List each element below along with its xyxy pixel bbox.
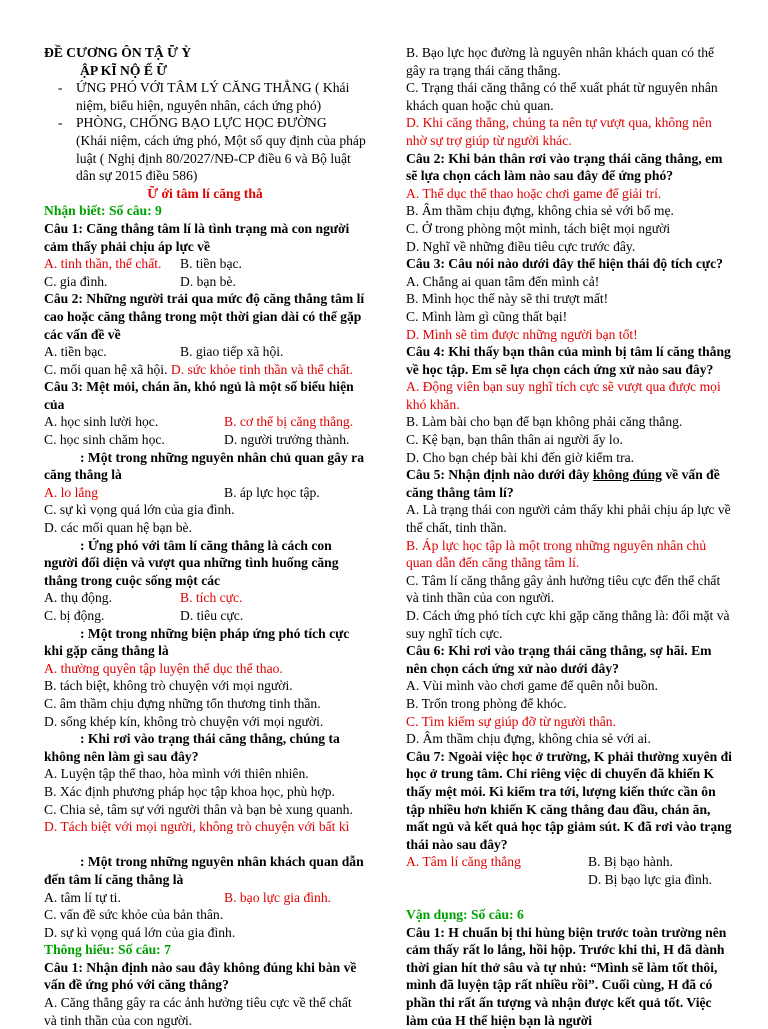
option-b: B. giao tiếp xã hội.: [180, 344, 284, 360]
option-d: D. người trưởng thành.: [224, 432, 350, 448]
option-c: C. sự kì vọng quá lớn của gia đình.: [44, 502, 235, 518]
option-a: A. Căng thẳng gây ra các ảnh hưởng tiêu cực về thể chất và tinh thần của con người.: [44, 995, 352, 1028]
option-a: A. Động viên bạn suy nghĩ tích cực sẽ vượt qua được mọi khó khăn.: [406, 379, 721, 412]
option-b: B. Làm bài cho bạn để bạn không phải căng thẳng.: [406, 414, 683, 430]
option-d: D. Tách biệt với mọi người, không trò chuyện với bất kì: [44, 819, 350, 835]
option-d: D. Âm thầm chịu đựng, không chia sẻ với ai.: [406, 731, 651, 747]
thong-hieu-heading: Thông hiểu: Số câu: 7: [44, 942, 171, 958]
question-text: : Khi rơi vào trạng thái căng thẳng, chúng ta không nên làm gì sau đây?: [44, 731, 340, 764]
option-a: A. Tâm lí căng thẳng: [406, 854, 521, 870]
question-text: [406, 466, 732, 501]
option-a: A. Thể dục thể thao hoặc chơi game để giải trí.: [406, 185, 662, 201]
question-text: Câu 1: H chuẩn bị thi hùng biện trước toàn trường nên cảm thấy rất lo lắng, hồi hộp. Trước khi thi, H đã dành thời gian hít thở sâu và tự nhủ: “Mình sẽ làm tốt thôi, mình đã luyện tập rất nhiều rồi”. Cuối cùng, H đã có phần thi rất ấn tượng và nhận được kết quả tốt. Việc làm của H thể hiện bạn là người: [406, 924, 727, 1028]
option-b: B. Mình học thế này sẽ thi trượt mất!: [406, 291, 609, 307]
option-a: A. tâm lí tự ti.: [44, 889, 121, 905]
option-c: C. vấn đề sức khỏe của bản thân.: [44, 907, 224, 923]
question-text: : Ứng phó với tâm lí căng thẳng là cách con người đối diện và vượt qua những tình huống căng thẳng trong cuộc sống một các: [44, 537, 339, 588]
options-row: [44, 431, 366, 449]
question-text: Câu 2: Khi bản thân rơi vào trạng thái căng thẳng, em sẽ lựa chọn cách làm nào sau đây để ứng phó?: [406, 150, 723, 184]
option-d: D. Khi căng thẳng, chúng ta nên tự vượt qua, không nên nhờ sự trợ giúp từ người khác.: [406, 115, 712, 148]
question-text-part: về vấn đề căng thẳng tâm lí?: [406, 467, 720, 500]
option-b: B. Bạo lực học đường là nguyên nhân khách quan có thể gây ra trạng thái căng thẳng.: [406, 45, 715, 78]
option-c: C. âm thầm chịu đựng những tổn thương tinh thần.: [44, 695, 321, 711]
option-a: A. Vùi mình vào chơi game để quên nỗi buồn.: [406, 678, 658, 694]
option-d: D. Bị bạo lực gia đình.: [588, 871, 713, 887]
option-d: D. các mối quan hệ bạn bè.: [44, 520, 192, 536]
left-column: [44, 44, 366, 1029]
question-text: Câu 1: Căng thẳng tâm lí là tình trạng mà con người cảm thấy phải chịu áp lực về: [44, 220, 350, 254]
question-text: : Một trong những biện pháp ứng phó tích cực khi gặp căng thẳng là: [44, 625, 350, 659]
option-a: A. Chẳng ai quan tâm đến mình cả!: [406, 273, 600, 289]
option-c: C. mối quan hệ xã hội.: [44, 361, 168, 377]
option-b: B. Áp lực học tập là một trong những nguyên nhân chủ quan dẫn đến căng thẳng tâm lí.: [406, 537, 707, 571]
question-text: Câu 6: Khi rơi vào trạng thái căng thẳng, sợ hãi. Em nên chọn cách ứng xử nào dưới đây?: [406, 643, 712, 676]
right-column: [406, 44, 732, 1029]
question-text-underlined: không đúng: [592, 467, 662, 483]
option-a: A. học sinh lười học.: [44, 414, 159, 430]
doc-title-line1: ĐỀ CƯƠNG ÔN TẬ Ữ Ỳ: [44, 45, 192, 60]
doc-title-line2: ẬP KĨ NỘ Ế Ữ: [80, 62, 168, 78]
option-d: D. Mình sẽ tìm được những người bạn tốt!: [406, 326, 638, 342]
option-d: D. sức khỏe tinh thần và thể chất.: [170, 361, 354, 377]
option-a: A. thụ động.: [44, 590, 112, 606]
option-d: D. sự kì vọng quá lớn của gia đình.: [44, 924, 236, 940]
topic-bullet-2: [44, 114, 366, 132]
option-c: C. Trạng thái căng thẳng có thể xuất phát từ nguyên nhân khách quan hoặc chủ quan.: [406, 80, 718, 113]
option-b: B. Âm thầm chịu đựng, không chia sẻ với bố mẹ.: [406, 203, 674, 219]
options-row: [44, 484, 366, 502]
option-d: D. Cho bạn chép bài khi đến giờ kiểm tra.: [406, 449, 635, 465]
option-b: B. Bị bạo hành.: [588, 854, 673, 870]
option-c: C. Tìm kiếm sự giúp đỡ từ người thân.: [406, 713, 616, 729]
options-row: [44, 361, 366, 379]
topic-bullet-1: [44, 79, 366, 114]
option-c: C. gia đình.: [44, 273, 108, 289]
question-text: Câu 2: Những người trải qua mức độ căng thẳng tâm lí cao hoặc căng thẳng trong một thời gian dài có thể gặp các vấn đề về: [44, 291, 365, 342]
section-title: Ữ ới tâm lí căng thẳ: [147, 185, 263, 201]
question-text: Câu 3: Câu nói nào dưới đây thể hiện thái độ tích cực?: [406, 256, 723, 272]
option-a: A. thường quyên tập luyện thể dục thể thao.: [44, 660, 283, 676]
option-b: B. Trốn trong phòng để khóc.: [406, 695, 567, 711]
option-d: D. Nghĩ về những điều tiêu cực trước đây.: [406, 238, 636, 254]
option-a: A. tiền bạc.: [44, 344, 107, 360]
option-b: B. Xác định phương pháp học tập khoa học, phù hợp.: [44, 783, 335, 799]
option-c: C. Mình làm gì cũng thất bại!: [406, 308, 568, 324]
option-b: B. tiền bạc.: [180, 256, 242, 272]
options-row: [44, 343, 366, 361]
question-text: : Một trong những nguyên nhân chủ quan gây ra căng thẳng là: [44, 449, 365, 483]
van-dung-heading: Vận dụng: Số câu: 6: [406, 907, 524, 923]
option-d: D. tiêu cực.: [180, 608, 244, 623]
option-b: B. tích cực.: [180, 590, 243, 606]
topic-bullet-1-text: ỨNG PHÓ VỚI TÂM LÝ CĂNG THẲNG ( Khái niệm, biểu hiện, nguyên nhân, cách ứng phó): [76, 80, 350, 113]
option-b: B. bạo lực gia đình.: [224, 889, 332, 905]
option-c: C. Chia sẻ, tâm sự với người thân và bạn bè xung quanh.: [44, 801, 353, 817]
option-a: A. Luyện tập thể thao, hòa mình với thiên nhiên.: [44, 766, 309, 782]
options-row: [44, 589, 366, 607]
topic-bullet-2-body: (Khái niệm, cách ứng phó, Một số quy định của pháp luật ( Nghị định 80/2027/NĐ-CP điều 6 và Bộ luật dân sự 2015 điều 586): [76, 132, 366, 184]
option-c: C. Kệ bạn, bạn thân thân ai người ấy lo.: [406, 432, 623, 448]
option-c: C. Tâm lí căng thẳng gây ảnh hưởng tiêu cực đến thể chất và tinh thần của con người.: [406, 572, 721, 606]
options-row: [44, 273, 366, 291]
option-a: A. Là trạng thái con người cảm thấy khi phải chịu áp lực về thể chất, tinh thần.: [406, 502, 731, 536]
question-text-part: Câu 5: Nhận định nào dưới đây: [406, 467, 593, 483]
option-c: C. học sinh chăm học.: [44, 432, 165, 448]
option-d: D. Cách ứng phó tích cực khi gặp căng thẳng là: đối mặt và suy nghĩ tích cực.: [406, 608, 730, 641]
question-text: Câu 1: Nhận định nào sau đây không đúng khi bàn về vấn đề ứng phó với căng thẳng?: [44, 959, 357, 993]
options-row: [406, 853, 732, 871]
nhan-biet-heading: Nhận biết: Số câu: 9: [44, 203, 162, 219]
option-c: C. bị động.: [44, 608, 105, 623]
options-row: [44, 607, 366, 625]
option-c-blank: [406, 871, 588, 889]
question-text: Câu 7: Ngoài việc học ở trường, K phải thường xuyên đi học ở trung tâm. Chỉ riêng việc di chuyển đã khiến K thấy mệt mỏi. Kì kiểm tra tới, lượng kiến thức cần ôn tập nhiều hơn khiến K căng thẳng đau đầu, chán ăn, mất ngủ và kết quả học tập giảm sút. K đã rơi vào trạng thái nào sau đây?: [406, 748, 732, 852]
dash-marker: -: [58, 115, 63, 131]
options-row: [406, 871, 732, 889]
option-a: A. tinh thần, thể chất.: [44, 256, 162, 272]
topic-bullet-2-title: PHÒNG, CHỐNG BẠO LỰC HỌC ĐƯỜNG: [76, 115, 327, 131]
question-text: Câu 3: Mệt mỏi, chán ăn, khó ngủ là một số biểu hiện của: [44, 379, 354, 412]
option-c: C. Ở trong phòng một mình, tách biệt mọi người: [406, 220, 671, 236]
dash-marker: -: [58, 80, 63, 96]
question-text: : Một trong những nguyên nhân khách quan dẫn đến tâm lí căng thẳng là: [44, 854, 364, 887]
question-text: Câu 4: Khi thấy bạn thân của mình bị tâm lí căng thẳng về học tập. Em sẽ lựa chọn cách ứng xử nào sau đây?: [406, 344, 731, 377]
option-d: D. bạn bè.: [180, 273, 236, 289]
options-row: [44, 255, 366, 273]
option-b: B. tách biệt, không trò chuyện với mọi người.: [44, 678, 293, 694]
options-row: [44, 413, 366, 431]
option-b: B. áp lực học tập.: [224, 484, 320, 500]
option-d: D. sống khép kín, không trò chuyện với mọi người.: [44, 713, 324, 729]
option-b: B. cơ thể bị căng thẳng.: [224, 414, 354, 430]
options-row: [44, 889, 366, 907]
option-a: A. lo lắng: [44, 484, 98, 500]
